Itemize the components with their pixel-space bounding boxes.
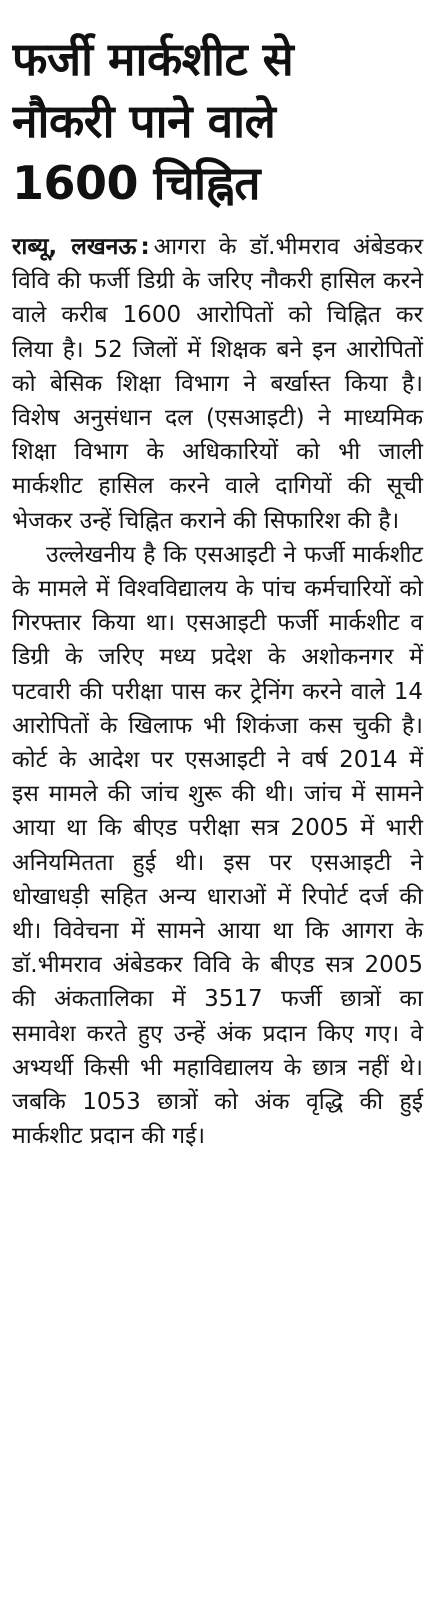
dateline-separator: : [140,234,150,260]
article-body [12,230,423,1153]
headline [12,0,423,214]
paragraph-2-text: उल्लेखनीय है कि एसआइटी ने फर्जी मार्कशीट के मामले में विश्वविद्यालय के पांच कर्मचारियों को गिरफ्तार किया था। एसआइटी फर्जी मार्कशीट व डिग्री के जरिए मध्य प्रदेश के अशोकनगर में पटवारी की परीक्षा पास कर ट्रेनिंग करने वाले 14 आरोपितों के खिलाफ भी शिकंजा कस चुकी है। कोर्ट के आदेश पर एसआइटी ने वर्ष 2014 में इस मामले की जांच शुरू की थी। जांच में सामने आया था कि बीएड परीक्षा सत्र 2005 में भारी अनियमितता हुई थी। इस पर एसआइटी ने धोखाधड़ी सहित अन्य धाराओं में रिपोर्ट दर्ज की थी। विवेचना में सामने आया था कि आगरा के डॉ.भीमराव अंबेडकर विवि के बीएड सत्र 2005 की अंकतालिका में 3517 फर्जी छात्रों का समावेश करते हुए उन्हें अंक प्रदान किए गए। वे अभ्यर्थी किसी भी महाविद्यालय के छात्र नहीं थे। जबकि 1053 छात्रों को अंक वृद्धि की हुई मार्कशीट प्रदान की गई। [12,541,423,1150]
dateline: राब्यू, लखनऊ [12,234,137,260]
headline-line-2: नौकरी पाने वाले [12,94,276,148]
headline-line-1: फर्जी मार्कशीट से [12,32,294,86]
headline-line-3: 1600 चिह्नित [12,156,260,210]
paragraph-2 [12,538,423,1154]
paragraph-1 [12,230,423,538]
paragraph-1-text: आगरा के डॉ.भीमराव अंबेडकर विवि की फर्जी डिग्री के जरिए नौकरी हासिल करने वाले करीब 1600 आरोपितों को चिह्नित कर लिया है। 52 जिलों में शिक्षक बने इन आरोपितों को बेसिक शिक्षा विभाग ने बर्खास्त किया है। विशेष अनुसंधान दल (एसआइटी) ने माध्यमिक शिक्षा विभाग के अधिकारियों को भी जाली मार्कशीट हासिल करने वाले दागियों की सूची भेजकर उन्हें चिह्नित कराने की सिफारिश की है। [12,234,423,534]
